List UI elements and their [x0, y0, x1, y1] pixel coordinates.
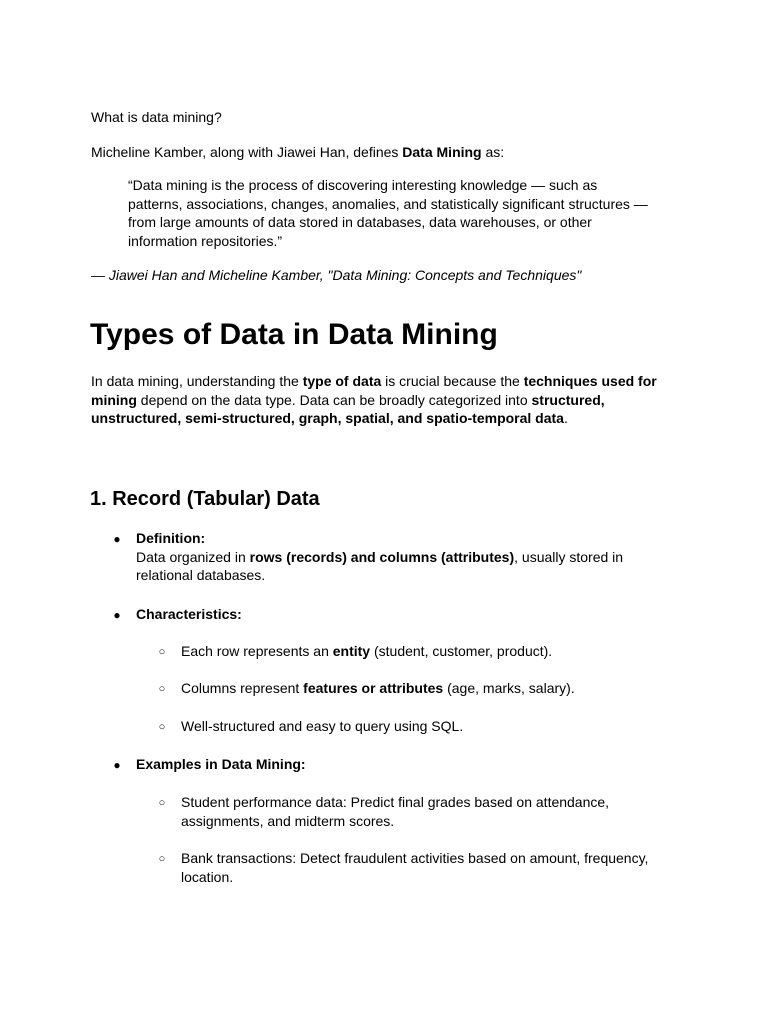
definition-term: Data Mining — [402, 144, 482, 160]
definition-label: Definition: — [136, 530, 206, 546]
list-item-examples — [136, 755, 656, 774]
characteristic-item — [181, 642, 661, 661]
para-text-3: depend on the data type. Data can be broadly categorized into — [136, 391, 532, 408]
sub-bullet-icon: ○ — [158, 646, 166, 658]
list-item-characteristics — [136, 605, 656, 624]
definition-line — [91, 143, 504, 161]
characteristic-item: Well-structured and easy to query using SQL. — [181, 718, 464, 734]
example-item: Student performance data: Predict final grades based on attendance, assignments, and midterm scores. — [181, 794, 610, 829]
para-bold-2: techniques used for mining — [91, 373, 657, 408]
char2-bold: features or attributes — [303, 680, 444, 696]
sub-bullet-icon: ○ — [158, 853, 166, 865]
para-bold-3: structured, unstructured, semi-structured, graph, spatial, and spatio-temporal data — [91, 391, 605, 427]
examples-label: Examples in Data Mining: — [136, 756, 306, 772]
definition-prefix: Micheline Kamber, along with Jiawei Han, defines — [91, 144, 403, 160]
char1-bold: entity — [332, 643, 371, 659]
bullet-icon: ● — [113, 608, 121, 622]
para-text-1: In data mining, understanding the — [91, 373, 303, 389]
char1-text-1: Each row represents an — [181, 643, 333, 659]
definition-suffix: as: — [481, 144, 505, 160]
example-item: Bank transactions: Detect fraudulent activities based on amount, frequency, location. — [181, 850, 649, 885]
sub-bullet-icon: ○ — [158, 797, 166, 809]
sub-bullet-icon: ○ — [158, 683, 166, 695]
quote-attribution: — Jiawei Han and Micheline Kamber, "Data Mining: Concepts and Techniques" — [91, 267, 582, 283]
definition-text-1: Data organized in — [136, 548, 250, 565]
definition-text-2: , usually stored in relational databases. — [136, 548, 624, 584]
list-item-definition — [136, 529, 656, 585]
definition-quote: “Data mining is the process of discovering interesting knowledge — such as patterns, associations, changes, anomalies, and statistically significant structures — from large amounts of data stored in databases, data warehouses, or other information repositories.” — [128, 177, 648, 250]
sub-bullet-icon: ○ — [158, 721, 166, 733]
definition-bold: rows (records) and columns (attributes) — [249, 548, 515, 565]
bullet-icon: ● — [113, 532, 121, 546]
char1-text-2: (student, customer, product). — [370, 643, 553, 659]
intro-question: What is data mining? — [91, 109, 222, 125]
characteristics-label: Characteristics: — [136, 606, 242, 622]
characteristic-item — [181, 679, 661, 698]
char2-text-1: Columns represent — [181, 680, 304, 696]
section-intro-paragraph — [91, 372, 666, 428]
para-text-4: . — [563, 410, 568, 427]
bullet-icon: ● — [113, 758, 121, 772]
record-data-heading: 1. Record (Tabular) Data — [90, 488, 320, 510]
char2-text-2: (age, marks, salary). — [443, 680, 575, 696]
para-text-2: is crucial because the — [381, 373, 524, 389]
para-bold-1: type of data — [302, 373, 382, 389]
section-title: Types of Data in Data Mining — [90, 318, 498, 351]
